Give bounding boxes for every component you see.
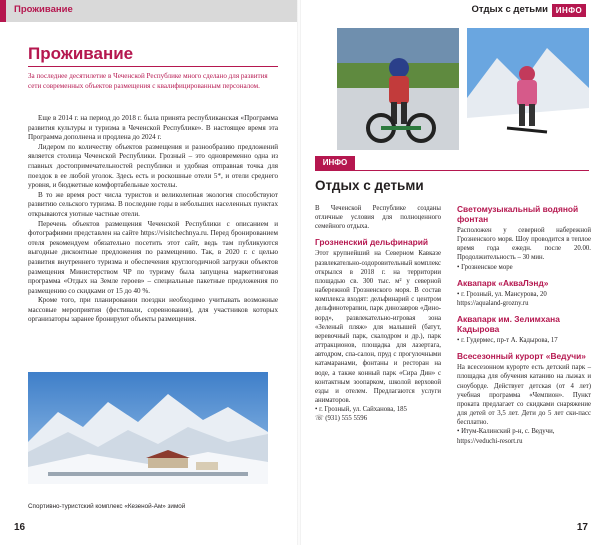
text-column-left (315, 204, 441, 423)
child-ski-illustration (467, 28, 589, 150)
fountain-text: Расположен у северной набережной Грозненского моря. Шоу проводится в теплое время года ежедн. после 20.00. Продолжительность – 30 мин. (457, 227, 591, 262)
info-badge: ИНФО (552, 4, 586, 17)
heading-zelimkhan-aquapark: Аквапарк им. Зелимхана Кадырова (457, 314, 560, 335)
veduchi-link[interactable]: https://veduchi-resort.ru (457, 437, 523, 445)
dolphinarium-address: • г. Грозный, ул. Сайханова, 185 (315, 406, 407, 414)
veduchi-address: • Итум-Калинский р-н, с. Ведучи, (457, 428, 555, 436)
paragraph: Кроме того, при планировании поездки необходимо учитывать возможные массовые мероприятия (фестивали, соревнования), для участников которых организаторы заранее бронируют объекты размещения. (28, 296, 278, 324)
paragraph: В то же время рост числа туристов и великолепная экология способствуют развитию сельского туризма. В последние годы в небольших населенных пунктах открываются уютные частные отели. (28, 190, 278, 218)
heading-grozny-dolphinarium: Грозненский дельфинарий (315, 237, 429, 248)
paragraph: Лидером по количеству объектов размещения и разнообразию предложений является столица Чеченской Республики. Грозный – это одновременно одна из главных достопримечательностей республики и удобная отправная точка для поездок в ее любой уголок. Здесь есть и роскошные отели 5*, и отели среднего уровня, и бюджетные комфортабельные хостелы. (28, 142, 278, 190)
title-rule (28, 66, 278, 67)
heading-fountain: Светомузыкальный водяной фонтан (457, 204, 579, 224)
accent-bar (0, 0, 6, 22)
dolphinarium-text: Этот крупнейший на Северном Кавказе развлекательно-оздоровительный комплекс открылся в 2018 г. на территории площадью св. 300 тыс. м² у северной набережной Грозненского моря. В состав комплекса входят: дельфинарий с центром дельфинотерапии, парк динозавров «Дино-ворд», развлекательно-игровая зона «Зеленый пляж» для малышей (батут, веревочный парк, скалодром и др.), парк аттракционов, площадка для лазертага, автодром, спа-салон, пруд с прогулочными катамаранами, фонтаны и ресторан на воде, а также конный парк «Сира Дин» с контактным зоопарком, школой верховой езды и отелем. Предлагаются услуги аниматоров. (315, 250, 441, 404)
paragraph: Еще в 2014 г. на период до 2018 г. была принята республиканская «Программа развития культуры и туризма в Чеченской Республике». В настоящее время эта Программа дополнена и продлена до 2024 г. (28, 114, 278, 142)
photo-child-skiing (467, 28, 589, 150)
photo-caption: Спортивно-туристский комплекс «Кезеной-Ам» зимой (28, 503, 186, 510)
left-page (0, 0, 297, 545)
veduchi-text: На всесезонном курорте есть детский парк – площадка для обучения катанию на лыжах и сноуборде. Действует детская (от 4 лет) учебная программа «Чемпион». Пункт проката предлагает со скидками снаряжение для детей от 3,5 лет. Дети до 5 лет ски-пасс бесплатно. (457, 364, 591, 427)
dolphinarium-phone: ☏ (931) 555 5596 (315, 415, 368, 423)
info-badge: ИНФО (315, 156, 355, 170)
child-bike-illustration (337, 28, 459, 150)
page-number: 16 (14, 522, 26, 533)
aqualand-address: • г. Грозный, ул. Мансурова, 20 (457, 290, 547, 298)
body-text (28, 114, 278, 325)
mountain-resort-illustration (28, 372, 268, 500)
right-page (301, 0, 600, 545)
paragraph: Перечень объектов размещения Чеченской Республики с описанием и фотографиями представлен на сайте https://visitchechnya.ru. Перед бронированием отеля рекомендуем обязательно посетить этот сайт, ведь там публикуются выгодные дисконтные предложения по размещению. Так, в 2020 г. с целью развития внутреннего туризма и обеспечения круглогодичной загрузки объектов размещения Министерством ЧР по туризму была запущена маркетинговая программа «Отдых на Земле героев» – специальные пакетные предложения по размещению со скидками от 15 до 40 %. (28, 219, 278, 295)
zelimkhan-address: • г. Гудермес, пр-т А. Кадырова, 17 (457, 337, 558, 345)
heading-veduchi: Всесезонный курорт «Ведучи» (457, 351, 586, 362)
section-rule (315, 170, 589, 171)
page-number: 17 (576, 522, 588, 533)
running-head-left (0, 0, 297, 22)
lead-paragraph: За последнее десятилетие в Чеченской Республике много сделано для развития сети современных объектов размещения с квалифицированным персоналом. (28, 72, 268, 90)
running-head-text: Проживание (14, 4, 73, 15)
photo-mountain-resort (28, 372, 268, 500)
intro-paragraph: В Чеченской Республике созданы отличные условия для полноценного семейного отдыха. (315, 205, 441, 231)
page-title: Отдых с детьми (315, 178, 424, 193)
page-title: Проживание (28, 44, 134, 63)
running-head-right (301, 0, 600, 22)
aqualand-link[interactable]: https://aqualand-grozny.ru (457, 299, 529, 307)
running-head-text: Отдых с детьми (471, 4, 548, 15)
heading-aqualand: Аквапарк «АкваЛэнд» (457, 277, 549, 288)
text-column-right (457, 204, 591, 446)
fountain-address: • Грозненское море (457, 263, 513, 271)
photo-child-on-bike (337, 28, 459, 150)
